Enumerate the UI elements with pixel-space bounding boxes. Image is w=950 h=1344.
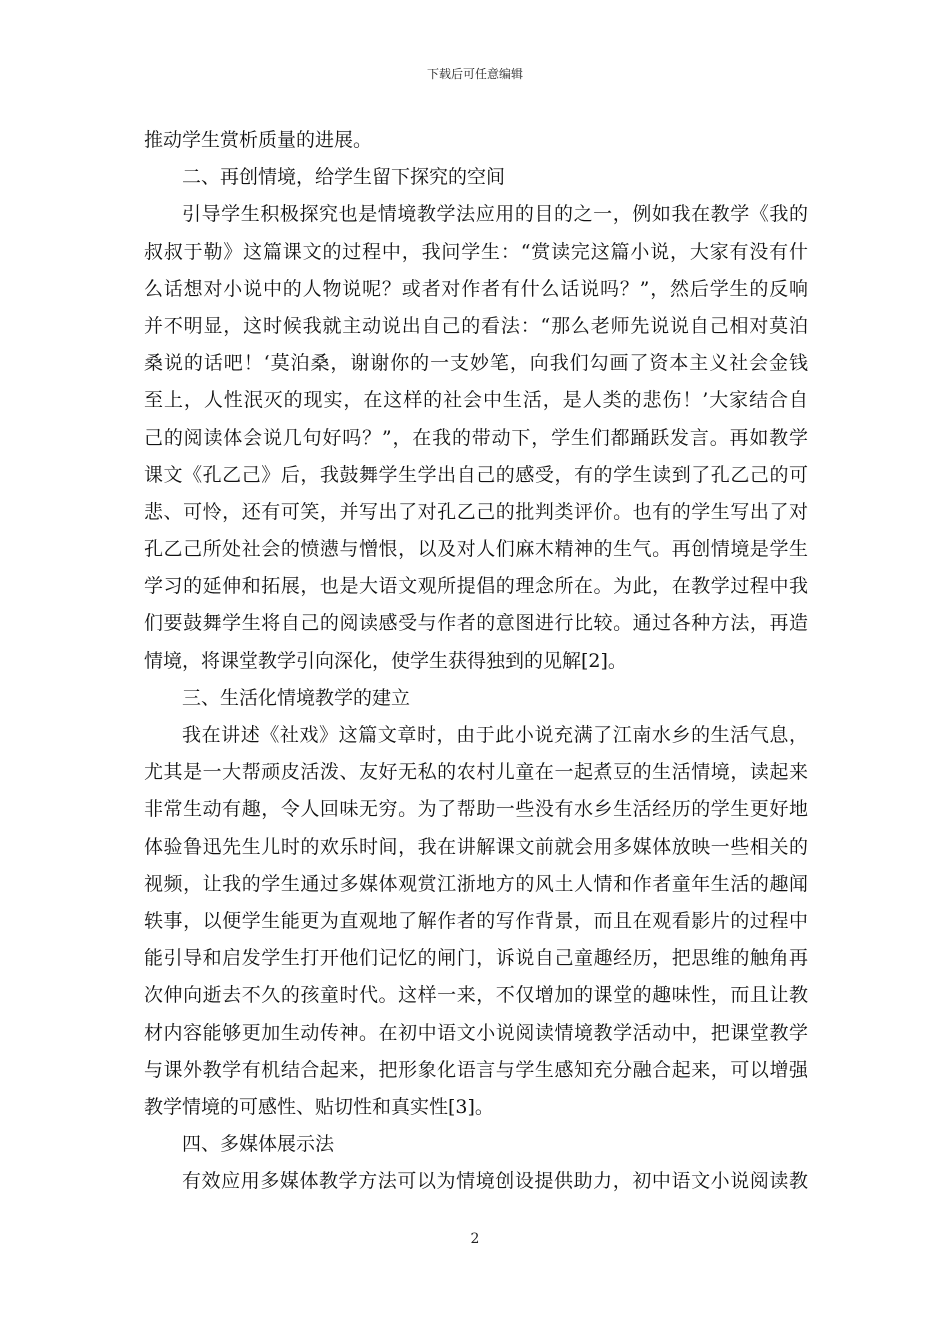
text-line: 与课外教学有机结合起来，把形象化语言与学生感知充分融合起来，可以增强 bbox=[144, 1058, 808, 1081]
text-line: 材内容能够更加生动传神。在初中语文小说阅读情境教学活动中，把课堂教学 bbox=[144, 1021, 808, 1044]
text-line: 二、再创情境，给学生留下探究的空间 bbox=[182, 166, 506, 189]
text-line: 情境，将课堂教学引向深化，使学生获得独到的见解[2]。 bbox=[144, 649, 627, 672]
page-number: 2 bbox=[470, 1231, 480, 1247]
text-line: 尤其是一大帮顽皮活泼、友好无私的农村儿童在一起煮豆的生活情境，读起来 bbox=[144, 761, 808, 784]
text-line: 们要鼓舞学生将自己的阅读感受与作者的意图进行比较。通过各种方法，再造 bbox=[144, 612, 808, 635]
text-line: 视频，让我的学生通过多媒体观赏江浙地方的风土人情和作者童年生活的趣闻 bbox=[144, 872, 808, 895]
text-line: 我在讲述《社戏》这篇文章时，由于此小说充满了江南水乡的生活气息， bbox=[182, 724, 808, 746]
text-line: 推动学生赏析质量的进展。 bbox=[144, 129, 373, 151]
text-line: 轶事，以便学生能更为直观地了解作者的写作背景，而且在观看影片的过程中 bbox=[144, 909, 808, 932]
text-line: 并不明显，这时候我就主动说出自己的看法：“那么老师先说说自己相对莫泊 bbox=[144, 314, 808, 337]
text-line: 四、多媒体展示法 bbox=[182, 1133, 335, 1156]
text-line: 能引导和启发学生打开他们记忆的闸门，诉说自己童趣经历，把思维的触角再 bbox=[144, 947, 808, 970]
text-line: 孔乙己所处社会的愤懑与憎恨，以及对人们麻木精神的生气。再创情境是学生 bbox=[144, 538, 808, 561]
text-line: 非常生动有趣，令人回味无穷。为了帮助一些没有水乡生活经历的学生更好地 bbox=[144, 798, 808, 821]
text-line: 桑说的话吧！‘莫泊桑，谢谢你的一支妙笔，向我们勾画了资本主义社会金钱 bbox=[144, 352, 808, 375]
text-line: 么话想对小说中的人物说呢？或者对作者有什么话说吗？”，然后学生的反响 bbox=[144, 277, 808, 300]
text-line: 悲、可怜，还有可笑，并写出了对孔乙己的批判类评价。也有的学生写出了对 bbox=[144, 500, 808, 523]
text-line: 三、生活化情境教学的建立 bbox=[182, 686, 411, 709]
text-line: 次伸向逝去不久的孩童时代。这样一来，不仅增加的课堂的趣味性，而且让教 bbox=[144, 984, 808, 1007]
text-line: 至上，人性泯灭的现实，在这样的社会中生活，是人类的悲伤！’大家结合自 bbox=[144, 389, 808, 412]
text-line: 体验鲁迅先生儿时的欢乐时间，我在讲解课文前就会用多媒体放映一些相关的 bbox=[144, 835, 808, 858]
text-line: 学习的延伸和拓展，也是大语文观所提倡的理念所在。为此，在教学过程中我 bbox=[144, 575, 808, 598]
text-line: 教学情境的可感性、贴切性和真实性[3]。 bbox=[144, 1095, 494, 1118]
document-body bbox=[144, 122, 808, 1200]
text-line: 己的阅读体会说几句好吗？”，在我的带动下，学生们都踊跃发言。再如教学 bbox=[144, 426, 808, 449]
page-header: 下载后可任意编辑 bbox=[426, 67, 523, 81]
text-line: 叔叔于勒》这篇课文的过程中，我问学生：“赏读完这篇小说，大家有没有什 bbox=[144, 240, 808, 263]
text-line: 引导学生积极探究也是情境教学法应用的目的之一，例如我在教学《我的 bbox=[182, 203, 808, 226]
text-line: 有效应用多媒体教学方法可以为情境创设提供助力，初中语文小说阅读教 bbox=[182, 1170, 808, 1193]
text-line: 课文《孔乙己》后，我鼓舞学生学出自己的感受，有的学生读到了孔乙己的可 bbox=[144, 463, 808, 486]
